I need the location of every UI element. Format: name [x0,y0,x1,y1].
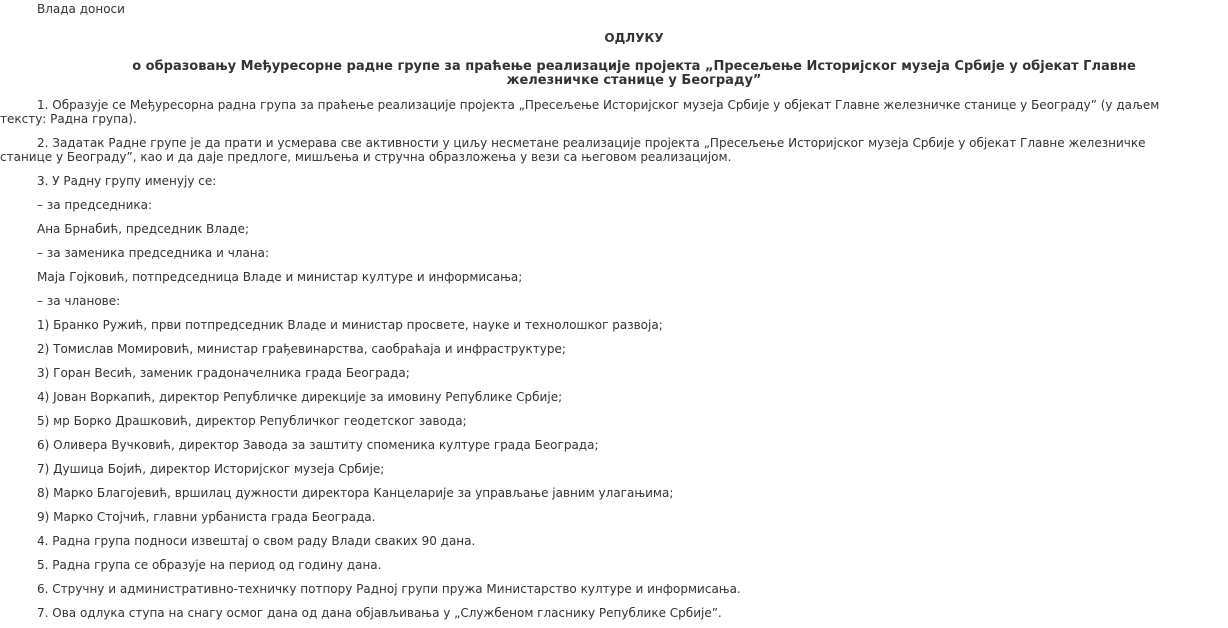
member-item: 1) Бранко Ружић, први потпредседник Владе и министар просвете, науке и технолошког развоја; [37,318,663,332]
member-item: 4) Јован Воркапић, директор Републичке дирекције за имовину Републике Србије; [37,390,563,404]
member-item: 5) мр Борко Драшковић, директор Републичког геодетског завода; [37,414,467,428]
article-2: 2. Задатак Радне групе је да прати и усмерава све активности у циљу несметане реализације пројекта „Пресељење Историјског музеја Србије у објекат Главне железничке станице у Београду”, као и да даје предлоге, мишљења и стручна образложења у вези са његовом реализацијом. [0,136,1146,164]
member-item: 7) Душица Бојић, директор Историјског музеја Србије; [37,462,385,476]
deputy-label: – за заменика председника и члана: [37,246,270,260]
article-5: 5. Радна група се образује на период од годину дана. [37,558,382,572]
member-item: 3) Горан Весић, заменик градоначелника града Београда; [37,366,410,380]
deputy: Маја Гојковић, потпредседница Владе и министар културе и информисања; [37,270,523,284]
article-6: 6. Стручну и административно-техничку потпору Радној групи пружа Министарство културе и информисања. [37,582,741,596]
article-3: 3. У Радну групу именују се: [37,174,217,188]
preamble: Влада доноси [37,2,125,16]
president-label: – за председника: [37,198,153,212]
member-item: 2) Томислав Момировић, министар грађевинарства, саобраћаја и инфраструктуре; [37,342,566,356]
members-label: – за чланове: [37,294,121,308]
document-subtitle: о образовању Међуресорне радне групе за праћење реализације пројекта „Пресељење Историјског музеја Србије у објекат Главне железничке станице у Београду” [132,59,1136,88]
article-7: 7. Ова одлука ступа на снагу осмог дана од дана објављивања у „Службеном гласнику Републике Србије”. [37,606,722,620]
member-item: 6) Оливера Вучковић, директор Завода за заштиту споменика културе града Београда; [37,438,599,452]
article-4: 4. Радна група подноси извештај о свом раду Влади сваких 90 дана. [37,534,476,548]
document-title: ОДЛУКУ [604,31,664,45]
member-item: 8) Марко Благојевић, вршилац дужности директора Канцеларије за управљање јавним улагањима; [37,486,674,500]
member-item: 9) Марко Стојчић, главни урбаниста града Београда. [37,510,376,524]
article-1: 1. Образује се Међуресорна радна група за праћење реализације пројекта „Пресељење Историјског музеја Србије у објекат Главне железничке станице у Београду” (у даљем тексту: Радна група). [0,98,1160,126]
president: Ана Брнабић, председник Владе; [37,222,250,236]
